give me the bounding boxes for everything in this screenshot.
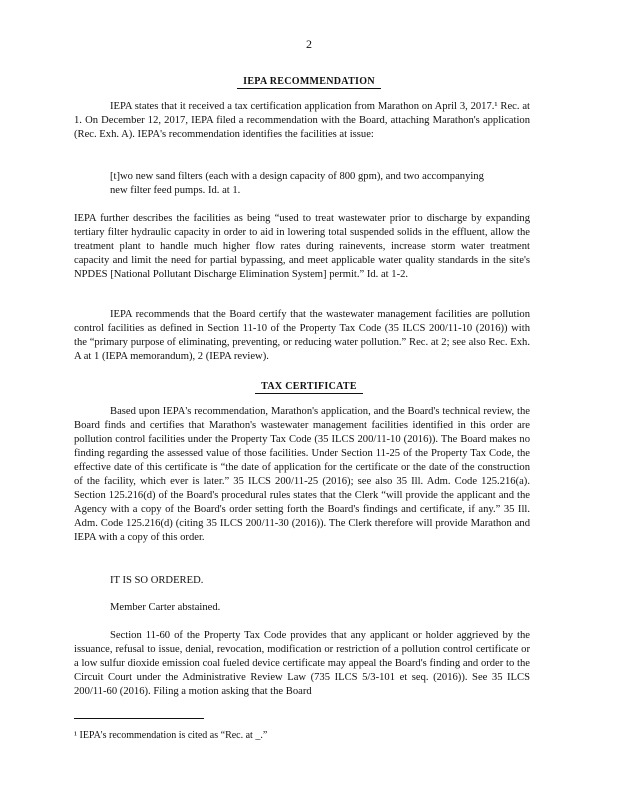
paragraph-appeal-rights: Section 11-60 of the Property Tax Code provides that any applicant or holder aggrieved by the issuance, refusal to issue, denial, revocation, modification or restriction of a pollution control certificate or a low sulfur dioxide emission coal fueled device certificate may appeal the Board's finding and order to the Circuit Court under the Administrative Review Law (735 ILCS 5/3-101 et seq. (2016)). See 35 ILCS 200/11-60 (2016). Filing a motion asking that the Board (74, 630, 530, 697)
footnote: ¹ IEPA's recommendation is cited as “Rec. at _.” (74, 730, 268, 741)
heading-iepa-recommendation (0, 76, 618, 87)
paragraph-iepa-states: IEPA states that it received a tax certification application from Marathon on April 3, 2017.¹ Rec. at 1. On December 12, 2017, IEPA filed a recommendation with the Board, attaching Marathon's application (Rec. Exh. A). IEPA's recommendation identifies the facilities at issue: (74, 101, 530, 140)
page-number: 2 (306, 37, 312, 51)
block-quote-facilities: [t]wo new sand filters (each with a design capacity of 800 gpm), and two accompanying new filter feed pumps. Id. at 1. (110, 171, 484, 196)
paragraph-board-finds: Based upon IEPA's recommendation, Marathon's application, and the Board's technical review, the Board finds and certifies that Marathon's wastewater management facilities identified in this order are pollution control facilities under the Property Tax Code (35 ILCS 200/11-10 (2016)). The Board makes no finding regarding the assessed value of those facilities. Under Section 11-25 of the Property Tax Code, the effective date of this certificate is “the date of application for the certificate or the date of the construction of the facility, which ever is later.” 35 ILCS 200/11-25 (2016); see also 35 Ill. Adm. Code 125.216(a). Section 125.216(d) of the Board's procedural rules states that the Clerk “will provide the applicant and the Agency with a copy of the Board's order setting forth the Board's findings and certificate, if any.” 35 Ill. Adm. Code 125.216(d) (citing 35 ILCS 200/11-30 (2016)). The Clerk therefore will provide Marathon and IEPA with a copy of this order. (74, 406, 530, 543)
paragraph-iepa-describes: IEPA further describes the facilities as being “used to treat wastewater prior to discharge by expanding tertiary filter hydraulic capacity in order to aid in lowering total suspended solids in the effluent, allow the treatment plant to handle much higher flow rates during rainevents, increase storm water treatment capacity and limit the need for partial bypassing, and meet applicable water quality standards in the site's NPDES [National Pollutant Discharge Elimination System] permit.” Id. at 1-2. (74, 213, 530, 280)
footnote-divider (74, 718, 204, 719)
abstention-statement: Member Carter abstained. (110, 602, 221, 613)
order-statement: IT IS SO ORDERED. (110, 575, 204, 586)
heading-text: TAX CERTIFICATE (255, 381, 363, 394)
paragraph-iepa-recommends: IEPA recommends that the Board certify that the wastewater management facilities are pollution control facilities as defined in Section 11-10 of the Property Tax Code (35 ILCS 200/11-10 (2016)) with the “primary purpose of eliminating, preventing, or reducing water pollution.” Rec. at 2; see also Rec. Exh. A at 1 (IEPA memorandum), 2 (IEPA review). (74, 309, 530, 362)
heading-text: IEPA RECOMMENDATION (237, 76, 381, 89)
heading-tax-certificate (0, 381, 618, 392)
